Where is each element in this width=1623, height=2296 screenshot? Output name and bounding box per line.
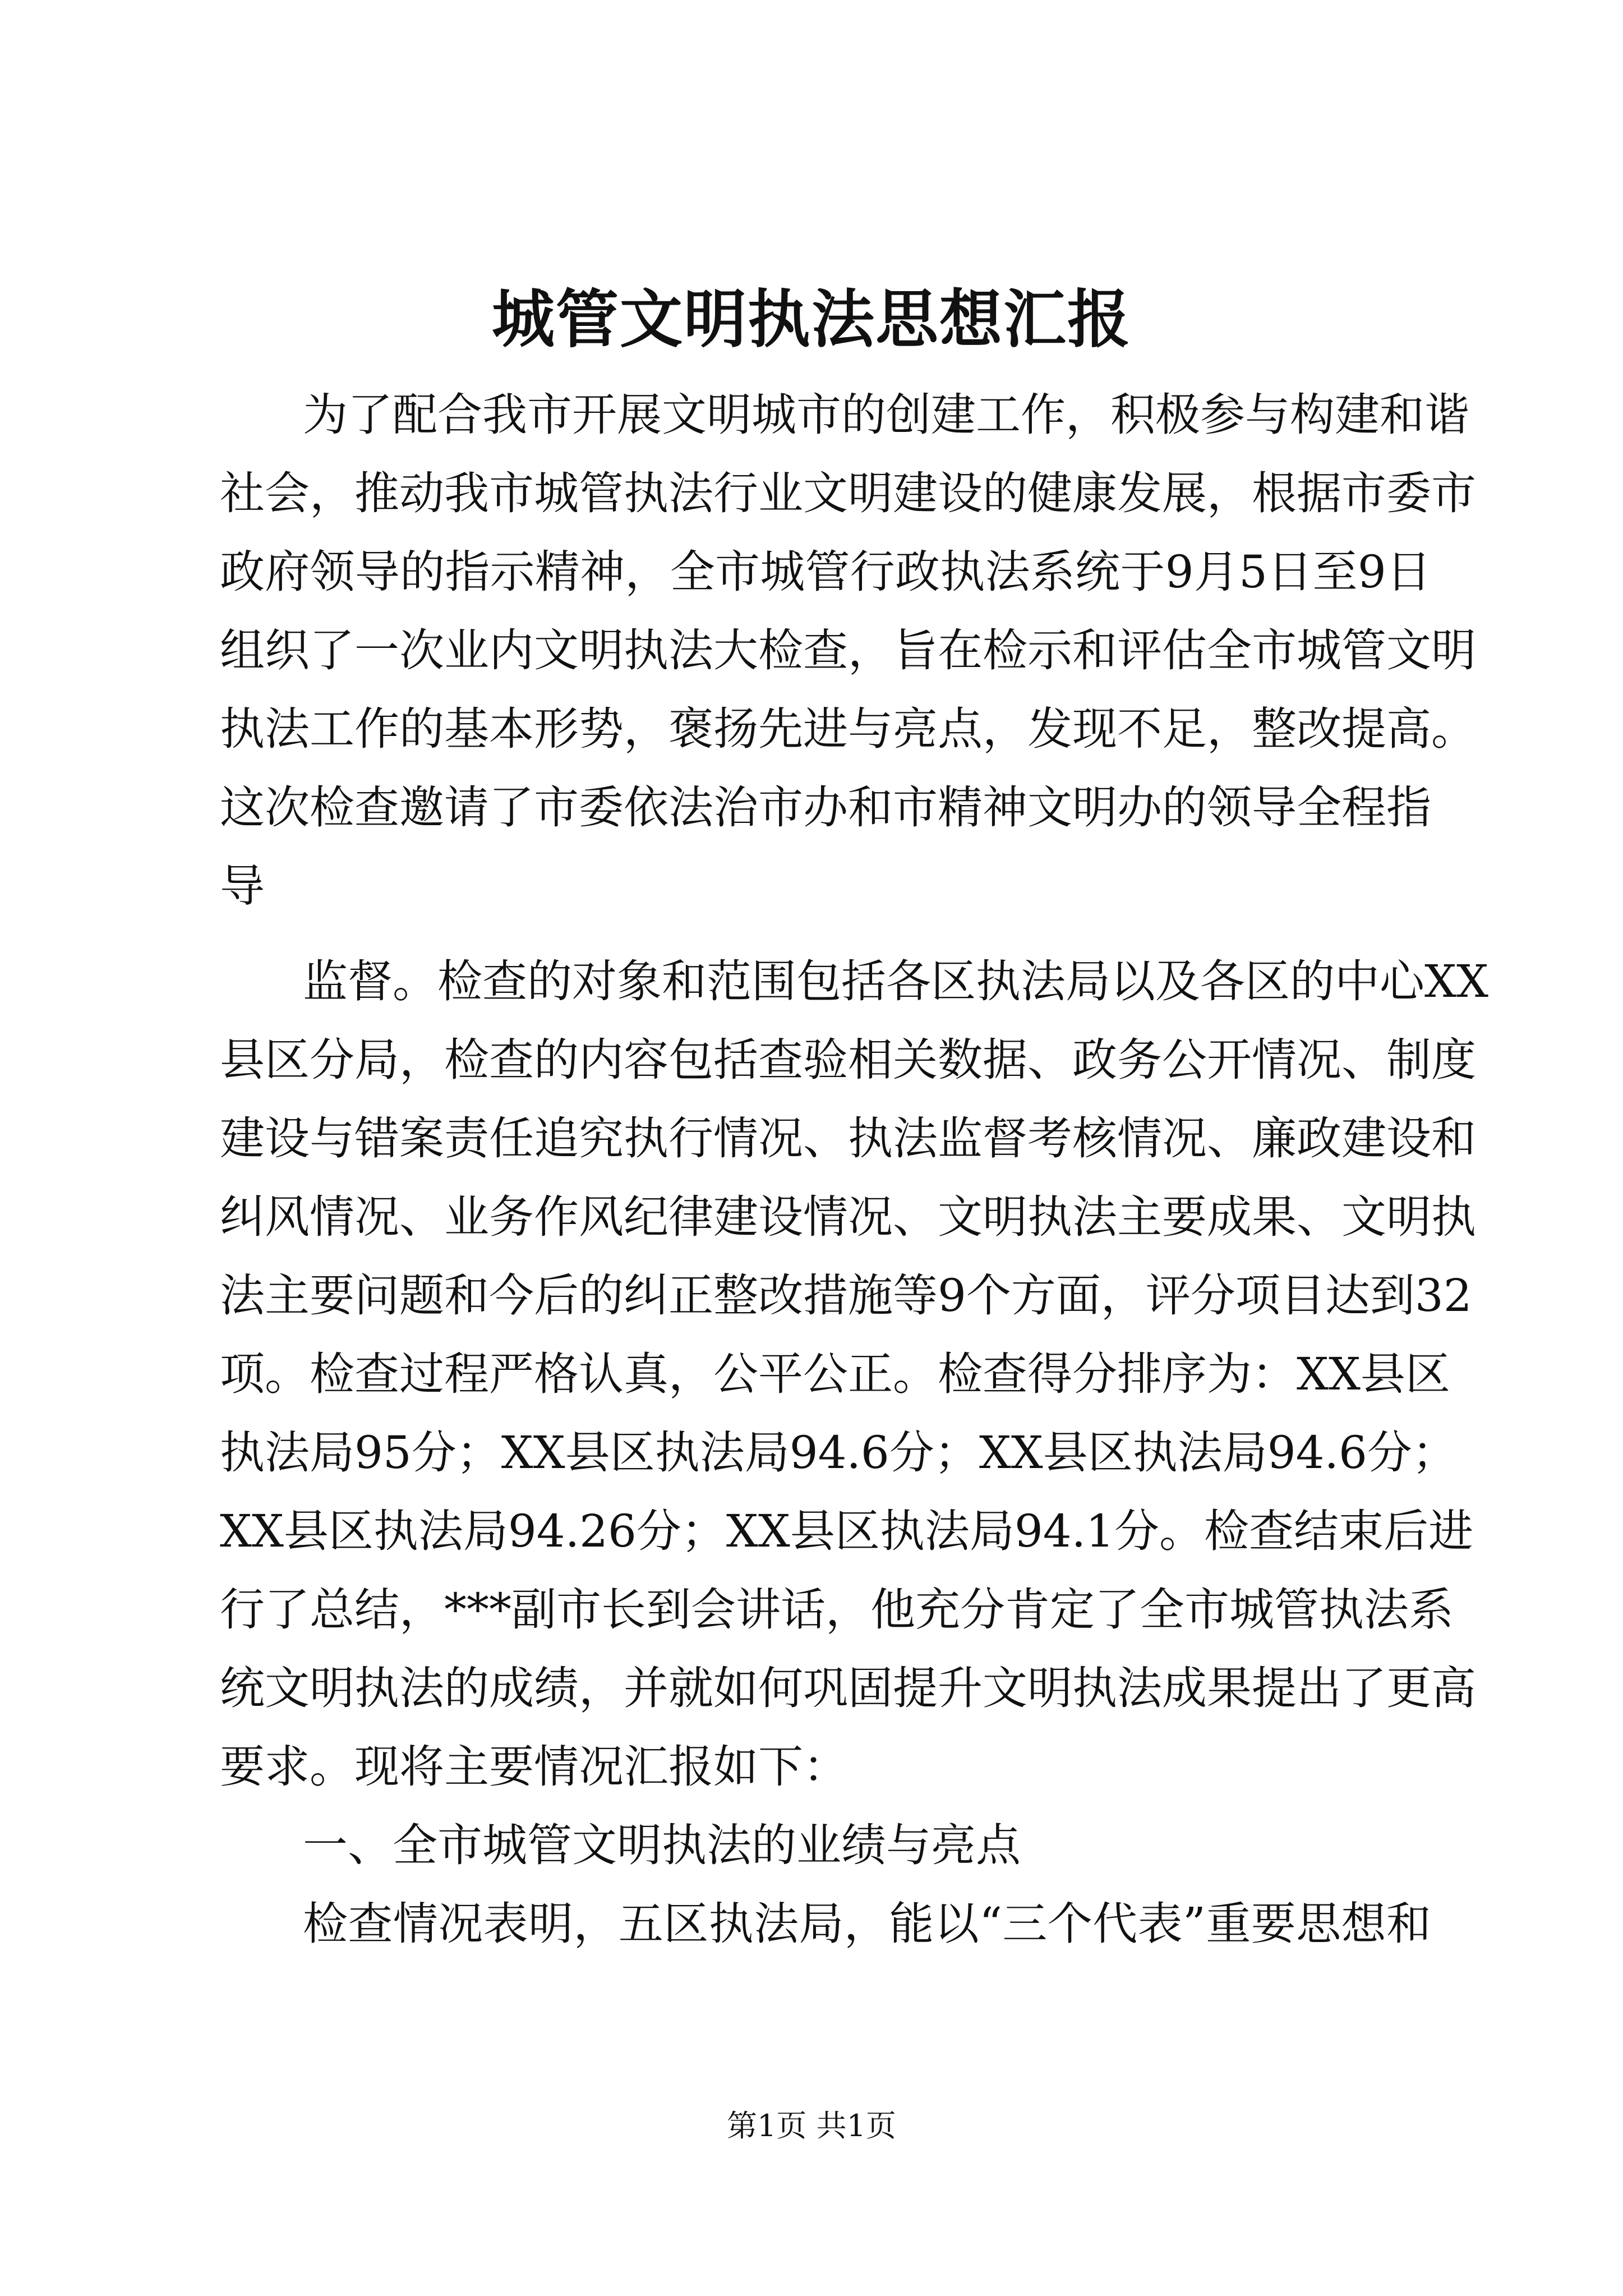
paragraph-line: 社会，推动我市城管执法行业文明建设的健康发展，根据市委市 <box>220 467 1476 519</box>
paragraph-line: 组织了一次业内文明执法大检查，旨在检示和评估全市城管文明 <box>220 624 1476 677</box>
paragraph-line: XX县区执法局94.26分；XX县区执法局94.1分。检查结束后进 <box>220 1505 1473 1557</box>
paragraph-line: 项。检查过程严格认真，公平公正。检查得分排序为：XX县区 <box>220 1348 1450 1400</box>
section-heading: 一、全市城管文明执法的业绩与亮点 <box>303 1819 1021 1871</box>
paragraph-line: 要求。现将主要情况汇报如下： <box>220 1741 848 1793</box>
paragraph-line: 行了总结，***副市长到会讲话，他充分肯定了全市城管执法系 <box>220 1584 1454 1636</box>
paragraph-line: 执法局95分；XX县区执法局94.6分；XX县区执法局94.6分； <box>220 1427 1457 1479</box>
paragraph-line: 建设与错案责任追究执行情况、执法监督考核情况、廉政建设和 <box>220 1112 1476 1165</box>
paragraph-line: 这次检查邀请了市委依法治市办和市精神文明办的领导全程指 <box>220 781 1431 834</box>
page-footer: 第1页 共1页 <box>727 2108 896 2143</box>
paragraph-line: 县区分局，检查的内容包括查验相关数据、政务公开情况、制度 <box>220 1034 1476 1086</box>
paragraph-line: 执法工作的基本形势，褒扬先进与亮点，发现不足，整改提高。 <box>220 703 1476 755</box>
paragraph-line: 为了配合我市开展文明城市的创建工作，积极参与构建和谐 <box>303 389 1469 441</box>
paragraph-line: 统文明执法的成绩，并就如何巩固提升文明执法成果提出了更高 <box>220 1662 1476 1714</box>
paragraph-line: 检查情况表明，五区执法局，能以“三个代表”重要思想和 <box>303 1898 1431 1950</box>
document-title: 城管文明执法思想汇报 <box>492 283 1131 356</box>
paragraph-line: 政府领导的指示精神，全市城管行政执法系统于9月5日至9日 <box>220 546 1431 598</box>
paragraph-line: 监督。检查的对象和范围包括各区执法局以及各区的中心XX <box>303 955 1488 1007</box>
paragraph-line: 法主要问题和今后的纠正整改措施等9个方面，评分项目达到32 <box>220 1269 1472 1322</box>
paragraph-line: 导 <box>220 860 265 912</box>
paragraph-line: 纠风情况、业务作风纪律建设情况、文明执法主要成果、文明执 <box>220 1191 1476 1243</box>
